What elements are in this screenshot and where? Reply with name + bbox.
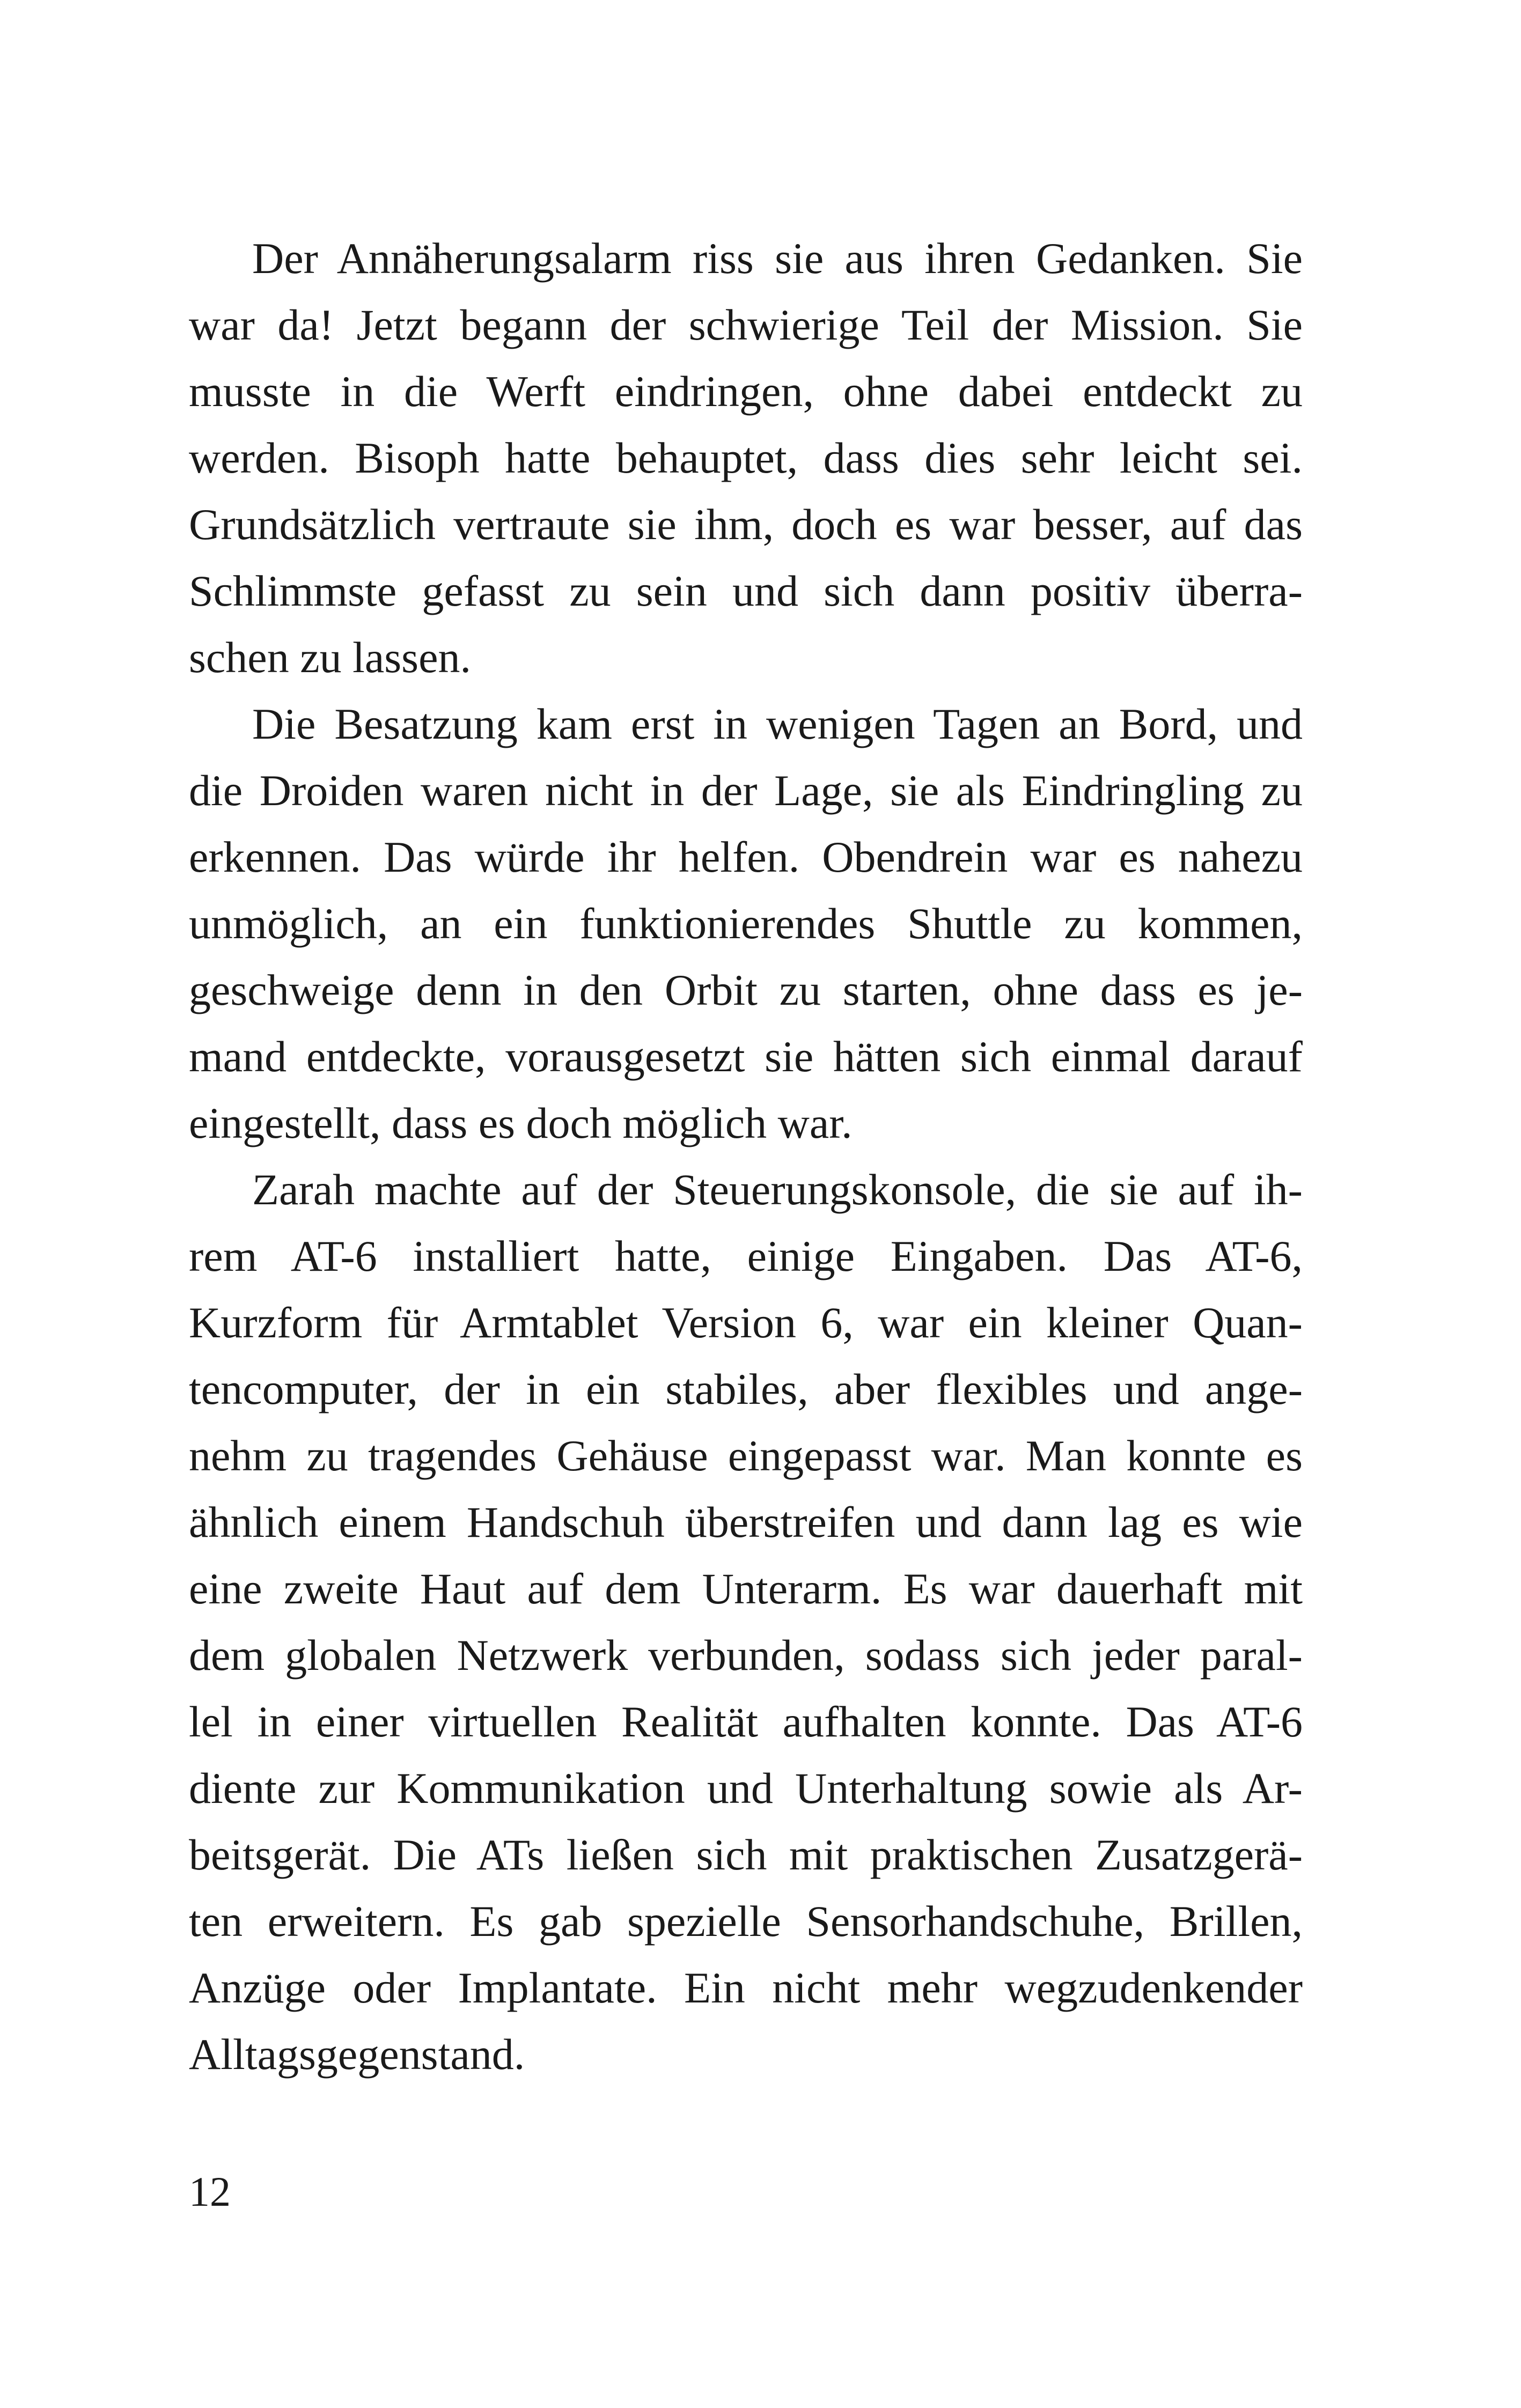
text-line: unmöglich, an ein funktionierendes Shuttle zu kommen, bbox=[189, 899, 1303, 948]
text-line: tencomputer, der in ein stabiles, aber flexibles und ange- bbox=[189, 1365, 1303, 1413]
text-line: die Droiden waren nicht in der Lage, sie als Eindringling zu bbox=[189, 766, 1303, 815]
text-line: beitsgerät. Die ATs ließen sich mit praktischen Zusatzgerä- bbox=[189, 1830, 1303, 1879]
text-line: erkennen. Das würde ihr helfen. Obendrein war es nahezu bbox=[189, 833, 1303, 881]
text-line: werden. Bisoph hatte behauptet, dass dies sehr leicht sei. bbox=[189, 433, 1303, 482]
paragraph-2 bbox=[189, 691, 1303, 1157]
text-line: schen zu lassen. bbox=[189, 633, 471, 682]
text-line: ten erweitern. Es gab spezielle Sensorhandschuhe, Brillen, bbox=[189, 1897, 1303, 1946]
text-line: lel in einer virtuellen Realität aufhalten konnte. Das AT-6 bbox=[189, 1697, 1303, 1746]
text-line: Kurzform für Armtablet Version 6, war ein kleiner Quan- bbox=[189, 1298, 1303, 1347]
text-line: war da! Jetzt begann der schwierige Teil der Mission. Sie bbox=[189, 300, 1303, 349]
text-line: Die Besatzung kam erst in wenigen Tagen an Bord, und bbox=[252, 699, 1303, 748]
text-line: eine zweite Haut auf dem Unterarm. Es war dauerhaft mit bbox=[189, 1564, 1303, 1613]
text-line: Alltagsgegenstand. bbox=[189, 2030, 525, 2079]
text-line: musste in die Werft eindringen, ohne dabei entdeckt zu bbox=[189, 367, 1303, 416]
text-line: geschweige denn in den Orbit zu starten, ohne dass es je- bbox=[189, 966, 1303, 1014]
page-number: 12 bbox=[189, 2168, 231, 2215]
text-line: Grundsätzlich vertraute sie ihm, doch es war besser, auf das bbox=[189, 500, 1303, 549]
text-line: Anzüge oder Implantate. Ein nicht mehr wegzudenkender bbox=[189, 1963, 1303, 2012]
text-line: eingestellt, dass es doch möglich war. bbox=[189, 1099, 853, 1147]
text-line: Schlimmste gefasst zu sein und sich dann positiv überra- bbox=[189, 566, 1303, 615]
text-line: nehm zu tragendes Gehäuse eingepasst war. Man konnte es bbox=[189, 1431, 1303, 1480]
paragraph-3 bbox=[189, 1157, 1303, 2088]
text-line: ähnlich einem Handschuh überstreifen und dann lag es wie bbox=[189, 1498, 1303, 1547]
text-line: diente zur Kommunikation und Unterhaltung sowie als Ar- bbox=[189, 1764, 1303, 1813]
body-text bbox=[189, 225, 1303, 2088]
text-line: rem AT-6 installiert hatte, einige Eingaben. Das AT-6, bbox=[189, 1232, 1303, 1280]
text-line: Zarah machte auf der Steuerungskonsole, die sie auf ih- bbox=[252, 1165, 1303, 1214]
text-line: Der Annäherungsalarm riss sie aus ihren Gedanken. Sie bbox=[252, 234, 1303, 283]
text-line: dem globalen Netzwerk verbunden, sodass sich jeder paral- bbox=[189, 1631, 1303, 1680]
text-line: mand entdeckte, vorausgesetzt sie hätten sich einmal darauf bbox=[189, 1032, 1303, 1081]
paragraph-1 bbox=[189, 225, 1303, 691]
